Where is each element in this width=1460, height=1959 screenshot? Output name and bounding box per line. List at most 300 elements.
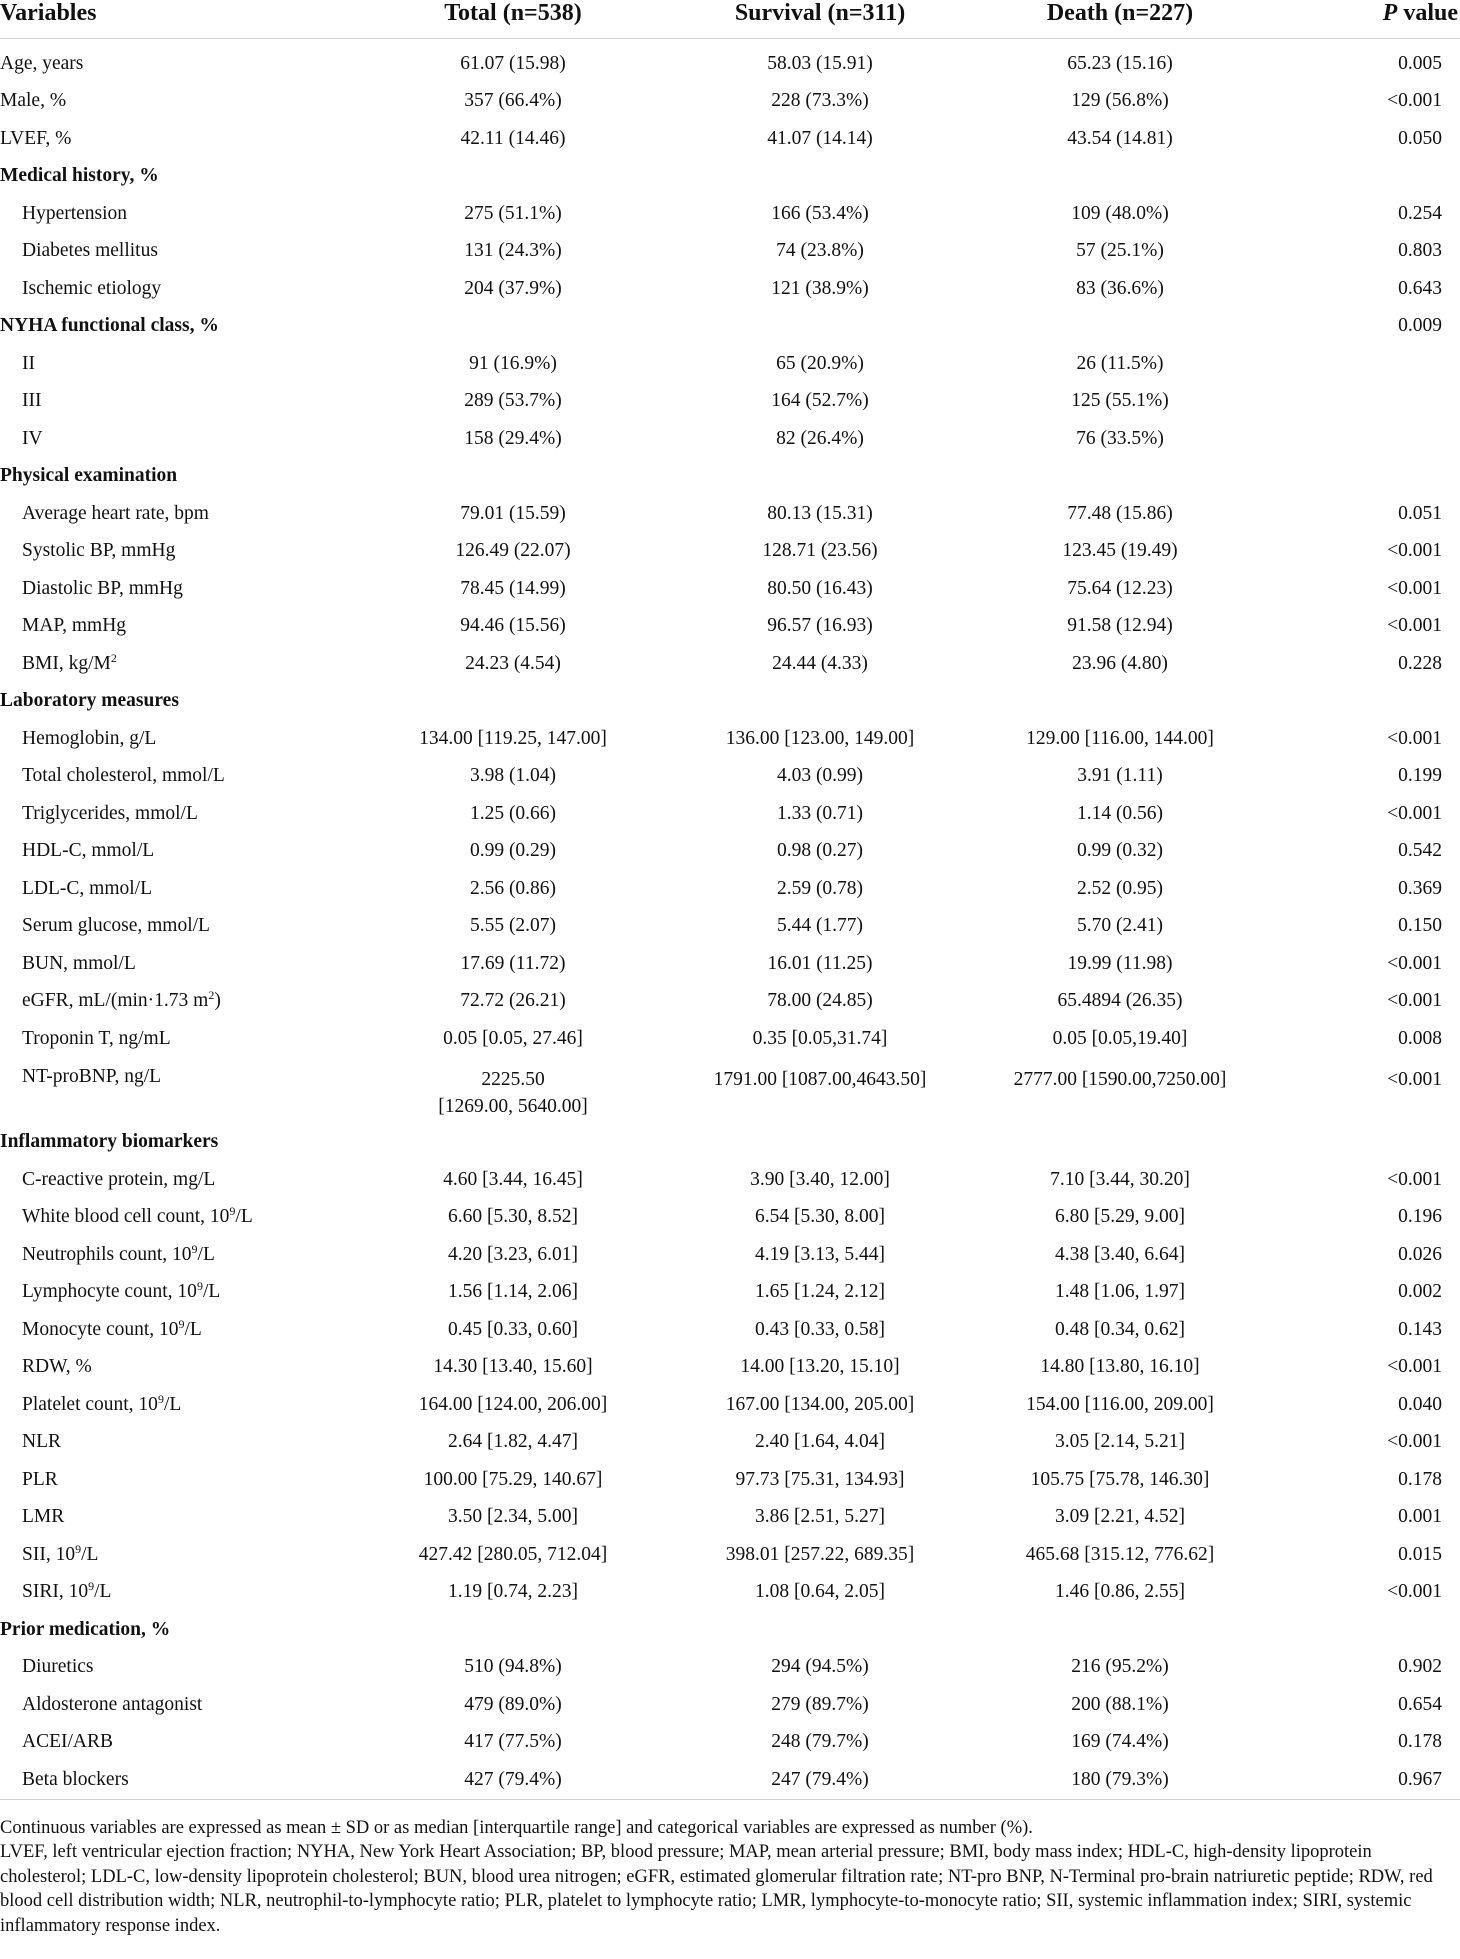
death-cell <box>940 615 1300 637</box>
death-cell-value: 1.46 [0.86, 2.55] <box>1055 1581 1185 1603</box>
label-superscript: 9 <box>157 1391 164 1406</box>
total-cell <box>333 1028 693 1050</box>
death-cell <box>940 653 1300 675</box>
total-cell <box>333 1469 693 1491</box>
total-cell-value: 126.49 (22.07) <box>455 540 571 562</box>
label-text: Diastolic BP, mmHg <box>22 577 183 599</box>
total-cell-value: 510 (94.8%) <box>464 1656 562 1678</box>
total-cell <box>333 1356 693 1378</box>
death-cell <box>940 1544 1300 1566</box>
death-cell-value: 465.68 [315.12, 776.62] <box>1025 1543 1215 1565</box>
label-text: Monocyte count, 10 <box>22 1318 179 1340</box>
survival-cell-value: 0.35 [0.05,31.74] <box>752 1027 888 1049</box>
label-text: Male, % <box>0 90 67 112</box>
survival-cell-value: 1.33 (0.71) <box>776 802 864 824</box>
p-value-cell: 0.228 <box>1398 652 1442 674</box>
death-cell <box>940 1506 1300 1528</box>
table-row <box>0 1536 1460 1574</box>
label-text: Beta blockers <box>22 1768 129 1790</box>
survival-cell-value: 65 (20.9%) <box>776 352 864 374</box>
death-cell-value: 129 (56.8%) <box>1071 90 1169 112</box>
survival-cell-value: 294 (94.5%) <box>771 1656 869 1678</box>
total-cell-value: 2.64 [1.82, 4.47] <box>448 1431 578 1453</box>
death-cell-value: 0.99 (0.32) <box>1076 840 1164 862</box>
label-text: II <box>22 352 35 374</box>
death-cell-value: 26 (11.5%) <box>1076 352 1164 374</box>
death-cell-value: 105.75 [75.78, 146.30] <box>1030 1468 1210 1490</box>
survival-cell-value: 80.50 (16.43) <box>767 577 873 599</box>
label-text: Medical history, % <box>0 165 159 187</box>
total-cell-value: 417 (77.5%) <box>464 1731 562 1753</box>
death-cell <box>940 1769 1300 1791</box>
p-value-cell: <0.001 <box>1387 1068 1442 1090</box>
death-cell <box>940 278 1300 300</box>
survival-cell-value: 41.07 (14.14) <box>767 127 873 149</box>
death-cell <box>940 1431 1300 1453</box>
death-cell-value: 19.99 (11.98) <box>1067 952 1173 974</box>
death-cell <box>940 953 1300 975</box>
label-suffix: ) <box>214 990 221 1012</box>
total-cell <box>333 278 693 300</box>
table-row <box>0 833 1460 871</box>
label-text: MAP, mmHg <box>22 615 127 637</box>
label-text: Platelet count, 10 <box>22 1393 158 1415</box>
total-cell <box>333 1244 693 1266</box>
total-cell-value: 2.56 (0.86) <box>469 877 557 899</box>
p-value-cell: 0.196 <box>1398 1206 1442 1228</box>
p-value-cell: 0.254 <box>1398 202 1442 224</box>
survival-cell-value: 1.08 [0.64, 2.05] <box>755 1581 885 1603</box>
total-cell-value: 1.19 [0.74, 2.23] <box>448 1581 578 1603</box>
p-value-cell: <0.001 <box>1387 990 1442 1012</box>
p-value-cell: 0.150 <box>1398 915 1442 937</box>
survival-cell-value: 3.90 [3.40, 12.00] <box>750 1168 890 1190</box>
table-row <box>0 945 1460 983</box>
label-text: LVEF, % <box>0 127 72 149</box>
survival-cell-value: 0.98 (0.27) <box>776 840 864 862</box>
p-value-cell: 0.051 <box>1398 502 1442 524</box>
label-text: HDL-C, mmol/L <box>22 840 155 862</box>
total-cell <box>333 1694 693 1716</box>
p-value-cell: 0.005 <box>1398 52 1442 74</box>
total-cell <box>333 390 693 412</box>
footnote-abbreviations: LVEF, left ventricular ejection fraction; NYHA, New York Heart Association; BP, blood pressure; MAP, mean arterial pressure; BMI, body mass index; HDL-C, high-density lipoprotein cholesterol; LDL-C, low-density lipoprotein cholesterol; BUN, blood urea nitrogen; eGFR, estimated glomerular filtration rate; NT-pro BNP, N-Terminal pro-brain natriuretic peptide; RDW, red blood cell distribution width; NLR, neutrophil-to-lymphocyte ratio; PLR, platelet to lymphocyte ratio; LMR, lymphocyte-to-monocyte ratio; SII, systemic inflammation index; SIRI, systemic inflammatory response index. <box>0 1842 1433 1936</box>
p-value-cell: 0.199 <box>1398 765 1442 787</box>
table-row <box>0 720 1460 758</box>
total-cell-value: 357 (66.4%) <box>464 90 562 112</box>
header-p-value <box>1298 0 1458 26</box>
total-cell-value: 2225.50 <box>481 1068 545 1090</box>
total-cell <box>333 728 693 750</box>
table-row <box>0 1499 1460 1537</box>
total-cell <box>333 990 693 1012</box>
total-cell <box>333 1066 693 1120</box>
p-value-cell: 0.040 <box>1398 1393 1442 1415</box>
survival-cell-value: 78.00 (24.85) <box>767 990 873 1012</box>
section-label <box>0 1131 560 1153</box>
survival-cell-value: 2.59 (0.78) <box>776 877 864 899</box>
table-row <box>0 533 1460 571</box>
total-cell <box>333 90 693 112</box>
death-cell-value: 154.00 [116.00, 209.00] <box>1026 1393 1214 1415</box>
survival-cell-value: 14.00 [13.20, 15.10] <box>740 1356 900 1378</box>
total-cell <box>333 1769 693 1791</box>
section-row <box>0 308 1460 346</box>
survival-cell-value: 164 (52.7%) <box>771 390 869 412</box>
total-cell <box>333 915 693 937</box>
death-cell <box>940 1319 1300 1341</box>
death-cell-value: 123.45 (19.49) <box>1062 540 1178 562</box>
death-cell-value: 5.70 (2.41) <box>1076 915 1164 937</box>
death-cell <box>940 1244 1300 1266</box>
label-text: NYHA functional class, % <box>0 315 219 337</box>
total-cell-value: 94.46 (15.56) <box>460 615 566 637</box>
table-row <box>0 1274 1460 1312</box>
label-text: Laboratory measures <box>0 690 179 712</box>
total-cell <box>333 953 693 975</box>
section-row <box>0 1611 1460 1649</box>
section-row <box>0 158 1460 196</box>
label-text: BMI, kg/M <box>22 652 111 674</box>
p-value-cell: <0.001 <box>1387 540 1442 562</box>
total-cell <box>333 1394 693 1416</box>
p-value-cell: 0.001 <box>1398 1506 1442 1528</box>
label-text: Physical examination <box>0 465 178 487</box>
death-cell <box>940 1356 1300 1378</box>
label-superscript: 9 <box>75 1541 82 1556</box>
table-row <box>0 758 1460 796</box>
total-cell <box>333 1731 693 1753</box>
label-text: SIRI, 10 <box>22 1581 89 1603</box>
survival-cell-value: 248 (79.7%) <box>771 1731 869 1753</box>
total-cell <box>333 1544 693 1566</box>
table-row <box>0 1236 1460 1274</box>
section-row <box>0 683 1460 721</box>
label-superscript: 9 <box>178 1316 185 1331</box>
death-cell-value: 0.05 [0.05,19.40] <box>1052 1027 1188 1049</box>
total-cell-value: 78.45 (14.99) <box>460 577 566 599</box>
label-text: IV <box>22 427 43 449</box>
total-cell <box>333 1206 693 1228</box>
header-p-italic: P <box>1382 0 1398 26</box>
total-cell-value: 134.00 [119.25, 147.00] <box>419 727 607 749</box>
label-text: Ischemic etiology <box>22 277 162 299</box>
label-suffix: /L <box>163 1393 182 1415</box>
label-suffix: /L <box>81 1543 99 1565</box>
total-cell-value-line2: [1269.00, 5640.00] <box>438 1095 588 1117</box>
p-value-cell: 0.178 <box>1398 1731 1442 1753</box>
death-cell <box>940 128 1300 150</box>
death-cell <box>940 1394 1300 1416</box>
p-value-cell: 0.902 <box>1398 1656 1442 1678</box>
label-superscript: 2 <box>208 988 215 1003</box>
table-row <box>0 1349 1460 1387</box>
survival-cell-value: 228 (73.3%) <box>771 90 869 112</box>
death-cell-value: 216 (95.2%) <box>1071 1656 1169 1678</box>
death-cell <box>940 915 1300 937</box>
total-cell <box>333 503 693 525</box>
section-label <box>0 165 560 187</box>
section-row <box>0 1124 1460 1162</box>
section-label <box>0 465 560 487</box>
total-cell <box>333 1281 693 1303</box>
label-text: Neutrophils count, 10 <box>22 1243 192 1265</box>
total-cell <box>333 840 693 862</box>
table-row <box>0 1058 1460 1124</box>
death-cell-value: 1.48 [1.06, 1.97] <box>1055 1281 1185 1303</box>
death-cell <box>940 53 1300 75</box>
label-superscript: 9 <box>191 1241 198 1256</box>
total-cell-value: 427 (79.4%) <box>464 1768 562 1790</box>
survival-cell-value: 166 (53.4%) <box>771 202 869 224</box>
p-value-cell: <0.001 <box>1387 90 1442 112</box>
total-cell-value: 479 (89.0%) <box>464 1693 562 1715</box>
death-cell <box>940 1281 1300 1303</box>
death-cell <box>940 90 1300 112</box>
total-cell <box>333 615 693 637</box>
table-row <box>0 233 1460 271</box>
survival-cell-value: 4.03 (0.99) <box>776 765 864 787</box>
label-text: NT-proBNP, ng/L <box>22 1065 162 1087</box>
survival-cell-value: 3.86 [2.51, 5.27] <box>755 1506 885 1528</box>
label-text: RDW, % <box>22 1356 92 1378</box>
total-cell-value: 289 (53.7%) <box>464 390 562 412</box>
table-row <box>0 45 1460 83</box>
p-value-cell: 0.654 <box>1398 1693 1442 1715</box>
p-value-cell: 0.008 <box>1398 1027 1442 1049</box>
survival-cell-value: 121 (38.9%) <box>771 277 869 299</box>
total-cell-value: 91 (16.9%) <box>469 352 557 374</box>
total-cell-value: 3.50 [2.34, 5.00] <box>448 1506 578 1528</box>
total-cell-value: 0.99 (0.29) <box>469 840 557 862</box>
p-value-cell: 0.015 <box>1398 1543 1442 1565</box>
p-value-cell: 0.026 <box>1398 1243 1442 1265</box>
label-suffix: /L <box>235 1206 253 1228</box>
death-cell-value: 2777.00 [1590.00,7250.00] <box>1013 1068 1227 1090</box>
death-cell <box>940 1469 1300 1491</box>
p-value-cell: <0.001 <box>1387 1431 1442 1453</box>
total-cell-value: 61.07 (15.98) <box>460 52 566 74</box>
table-row <box>0 1761 1460 1799</box>
p-value-cell: <0.001 <box>1387 1168 1442 1190</box>
label-text: White blood cell count, 10 <box>22 1206 230 1228</box>
survival-cell-value: 97.73 [75.31, 134.93] <box>735 1468 905 1490</box>
table-row <box>0 120 1460 158</box>
total-cell-value: 131 (24.3%) <box>464 240 562 262</box>
death-cell <box>940 353 1300 375</box>
death-cell <box>940 1694 1300 1716</box>
death-cell-value: 200 (88.1%) <box>1071 1693 1169 1715</box>
total-cell-value: 4.20 [3.23, 6.01] <box>448 1243 578 1265</box>
section-label <box>0 315 560 337</box>
death-cell-value: 7.10 [3.44, 30.20] <box>1050 1168 1190 1190</box>
survival-cell-value: 16.01 (11.25) <box>767 952 873 974</box>
label-suffix: /L <box>202 1281 221 1303</box>
label-superscript: 9 <box>196 1279 203 1294</box>
table-row <box>0 1686 1460 1724</box>
death-cell <box>940 728 1300 750</box>
death-cell <box>940 203 1300 225</box>
death-cell <box>940 1656 1300 1678</box>
total-cell <box>333 1169 693 1191</box>
header-total: Total (n=538) <box>444 0 582 26</box>
total-cell-value: 72.72 (26.21) <box>460 990 566 1012</box>
header-survival: Survival (n=311) <box>734 0 906 26</box>
death-cell-value: 76 (33.5%) <box>1076 427 1164 449</box>
table-row <box>0 870 1460 908</box>
label-text: PLR <box>22 1468 58 1490</box>
table-row <box>0 420 1460 458</box>
survival-cell-value: 74 (23.8%) <box>776 240 864 262</box>
total-cell-value: 1.25 (0.66) <box>469 802 557 824</box>
p-value-cell: 0.542 <box>1398 840 1442 862</box>
table-row <box>0 345 1460 383</box>
death-cell <box>940 803 1300 825</box>
label-text: BUN, mmol/L <box>22 952 136 974</box>
total-cell-value: 6.60 [5.30, 8.52] <box>448 1206 578 1228</box>
total-cell-value: 1.56 [1.14, 2.06] <box>448 1281 578 1303</box>
label-superscript: 9 <box>88 1579 95 1594</box>
total-cell <box>333 803 693 825</box>
table-row <box>0 908 1460 946</box>
total-cell <box>333 765 693 787</box>
death-cell <box>940 990 1300 1012</box>
survival-cell-value: 4.19 [3.13, 5.44] <box>755 1243 885 1265</box>
death-cell-value: 43.54 (14.81) <box>1067 127 1173 149</box>
death-cell <box>940 1028 1300 1050</box>
total-cell <box>333 53 693 75</box>
total-cell-value: 204 (37.9%) <box>464 277 562 299</box>
label-text: Average heart rate, bpm <box>22 502 209 524</box>
death-cell-value: 75.64 (12.23) <box>1067 577 1173 599</box>
label-suffix: /L <box>94 1581 112 1603</box>
total-cell-value: 164.00 [124.00, 206.00] <box>418 1393 608 1415</box>
table-row <box>0 383 1460 421</box>
death-cell-value: 83 (36.6%) <box>1076 277 1164 299</box>
label-text: Inflammatory biomarkers <box>0 1131 219 1153</box>
table-row <box>0 195 1460 233</box>
death-cell-value: 91.58 (12.94) <box>1067 615 1173 637</box>
total-cell <box>333 1656 693 1678</box>
death-cell-value: 109 (48.0%) <box>1071 202 1169 224</box>
total-cell <box>333 353 693 375</box>
label-superscript: 2 <box>110 650 117 665</box>
total-cell <box>333 1431 693 1453</box>
table-row <box>0 645 1460 683</box>
table-row <box>0 608 1460 646</box>
death-cell <box>940 390 1300 412</box>
death-cell-value: 0.48 [0.34, 0.62] <box>1055 1318 1185 1340</box>
survival-cell-value: 279 (89.7%) <box>771 1693 869 1715</box>
header-death: Death (n=227) <box>1046 0 1194 26</box>
death-cell-value: 57 (25.1%) <box>1076 240 1164 262</box>
total-cell-value: 5.55 (2.07) <box>469 915 557 937</box>
survival-cell-value: 0.43 [0.33, 0.58] <box>755 1318 885 1340</box>
death-cell-value: 23.96 (4.80) <box>1072 652 1168 674</box>
death-cell-value: 65.23 (15.16) <box>1067 52 1173 74</box>
total-cell-value: 100.00 [75.29, 140.67] <box>423 1468 603 1490</box>
death-cell <box>940 1066 1300 1093</box>
total-cell-value: 4.60 [3.44, 16.45] <box>443 1168 583 1190</box>
p-value-cell: 0.009 <box>1398 315 1442 337</box>
label-text: Age, years <box>0 52 84 74</box>
label-text: Triglycerides, mmol/L <box>22 802 198 824</box>
section-label <box>0 1619 560 1641</box>
label-suffix: /L <box>184 1318 202 1340</box>
death-cell <box>940 503 1300 525</box>
death-cell <box>940 428 1300 450</box>
death-cell <box>940 878 1300 900</box>
label-text: Total cholesterol, mmol/L <box>22 765 225 787</box>
p-value-cell: <0.001 <box>1387 577 1442 599</box>
table-row <box>0 1311 1460 1349</box>
death-cell-value: 77.48 (15.86) <box>1067 502 1173 524</box>
death-cell-value: 4.38 [3.40, 6.64] <box>1055 1243 1185 1265</box>
table-row <box>0 1161 1460 1199</box>
survival-cell-value: 136.00 [123.00, 149.00] <box>725 727 915 749</box>
footnote-statistics: Continuous variables are expressed as mean ± SD or as median [interquartile range] and categorical variables are expressed as number (%). <box>0 1817 1033 1838</box>
total-cell-value: 42.11 (14.46) <box>460 127 566 149</box>
label-text: SII, 10 <box>22 1543 76 1565</box>
total-cell <box>333 1581 693 1603</box>
table-row <box>0 1386 1460 1424</box>
table-row <box>0 1461 1460 1499</box>
total-cell <box>333 428 693 450</box>
total-cell-value: 79.01 (15.59) <box>460 502 566 524</box>
death-cell-value: 14.80 [13.80, 16.10] <box>1040 1356 1200 1378</box>
survival-cell-value: 96.57 (16.93) <box>767 615 873 637</box>
survival-cell-value: 80.13 (15.31) <box>767 502 873 524</box>
p-value-cell: <0.001 <box>1387 1356 1442 1378</box>
label-text: III <box>22 390 42 412</box>
label-text: Lymphocyte count, 10 <box>22 1281 197 1303</box>
total-cell-value: 275 (51.1%) <box>464 202 562 224</box>
label-text: NLR <box>22 1431 61 1453</box>
label-text: Troponin T, ng/mL <box>22 1027 171 1049</box>
label-suffix: /L <box>197 1243 215 1265</box>
survival-cell-value: 58.03 (15.91) <box>767 52 873 74</box>
p-value-cell: 0.002 <box>1398 1281 1442 1303</box>
label-text: LDL-C, mmol/L <box>22 877 152 899</box>
label-superscript: 9 <box>229 1204 236 1219</box>
label-text: C-reactive protein, mg/L <box>22 1168 216 1190</box>
label-text: LMR <box>22 1506 65 1528</box>
label-text: Aldosterone antagonist <box>22 1693 203 1715</box>
table-footnotes <box>0 1800 1458 1939</box>
table-row <box>0 1424 1460 1462</box>
death-cell <box>940 1581 1300 1603</box>
p-value-cell: <0.001 <box>1387 802 1442 824</box>
table-header <box>0 0 1460 39</box>
death-cell-value: 3.05 [2.14, 5.21] <box>1055 1431 1185 1453</box>
death-cell-value: 3.91 (1.11) <box>1077 765 1163 787</box>
survival-cell-value: 6.54 [5.30, 8.00] <box>755 1206 885 1228</box>
death-cell-value: 169 (74.4%) <box>1071 1731 1169 1753</box>
survival-cell-value: 128.71 (23.56) <box>762 540 878 562</box>
total-cell-value: 14.30 [13.40, 15.60] <box>433 1356 593 1378</box>
header-p-rest: value <box>1397 0 1458 26</box>
section-row <box>0 458 1460 496</box>
label-text: Prior medication, % <box>0 1618 171 1640</box>
total-cell <box>333 540 693 562</box>
survival-cell-value: 82 (26.4%) <box>776 427 864 449</box>
death-cell <box>940 765 1300 787</box>
table-row <box>0 983 1460 1021</box>
total-cell <box>333 878 693 900</box>
death-cell <box>940 1169 1300 1191</box>
table-row <box>0 1020 1460 1058</box>
death-cell-value: 129.00 [116.00, 144.00] <box>1026 727 1214 749</box>
